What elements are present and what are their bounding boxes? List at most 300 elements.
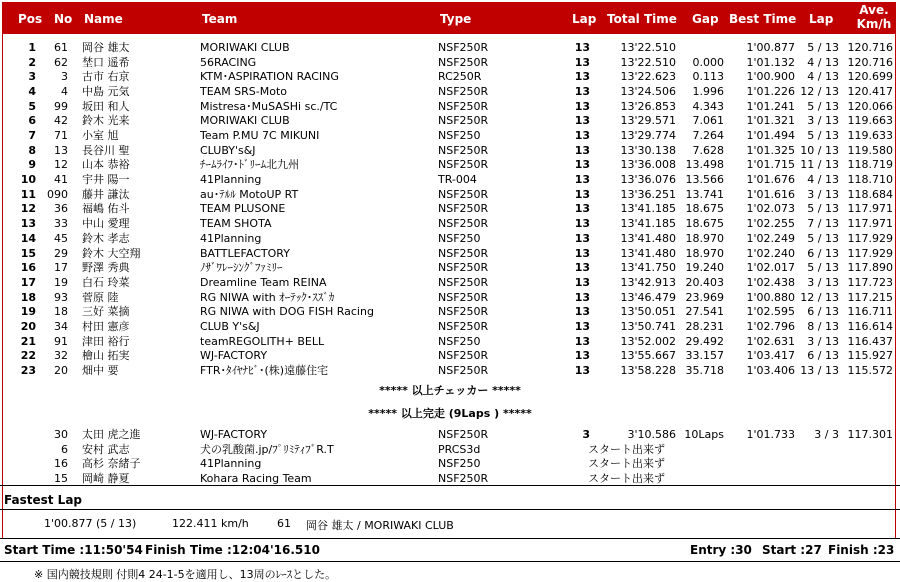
checker-banner: ***** 以上チェッカー ***** xyxy=(379,384,521,397)
cell-best: 1'00.877 xyxy=(746,41,795,54)
cell-type: NSF250R xyxy=(438,349,489,363)
cell-gap: 4.343 xyxy=(692,99,724,113)
cell-pos: 5 xyxy=(28,99,36,113)
cell-gap: 23.969 xyxy=(685,290,724,304)
finish-time: Finish Time :12:04'16.510 xyxy=(145,543,320,557)
unclassified-row xyxy=(0,456,900,471)
cell-type: NSF250 xyxy=(438,334,481,348)
cell-ave: 117.929 xyxy=(847,231,893,245)
result-row xyxy=(0,84,900,99)
cell-gap: 10Laps xyxy=(684,428,724,441)
result-row xyxy=(0,334,900,349)
cell-team: CLUBY's&J xyxy=(200,143,256,157)
cell-name: 高杉 奈緒子 xyxy=(82,457,141,471)
cell-lap: 13 xyxy=(574,290,590,304)
cell-team: 41Planning xyxy=(200,457,262,471)
cell-no: 13 xyxy=(54,143,68,157)
cell-blap: 3 / 13 xyxy=(807,275,839,289)
cell-team: RG NIWA with ｵｰﾃｯｸ･ｽｽﾞｶ xyxy=(200,290,335,304)
result-row xyxy=(0,55,900,70)
cell-blap: 5 / 13 xyxy=(807,231,839,245)
cell-no: 18 xyxy=(54,305,68,319)
fastest-lap-title: Fastest Lap xyxy=(4,493,82,507)
header-no: No xyxy=(54,12,73,26)
cell-type: NSF250R xyxy=(438,114,489,128)
cell-pos: 23 xyxy=(20,363,36,377)
cell-no: 29 xyxy=(54,246,68,260)
cell-blap: 7 / 13 xyxy=(807,217,839,231)
cell-blap: 5 / 13 xyxy=(807,202,839,216)
cell-ave: 120.417 xyxy=(847,85,893,99)
cell-no: 20 xyxy=(54,363,68,377)
cell-type: NSF250R xyxy=(438,246,489,260)
cell-best: 1'01.494 xyxy=(746,129,795,143)
cell-no: 71 xyxy=(54,129,68,143)
cell-total: 13'26.853 xyxy=(620,99,676,113)
cell-best: 1'02.595 xyxy=(746,305,795,319)
cell-blap: 3 / 13 xyxy=(807,114,839,128)
result-row xyxy=(0,69,900,84)
cell-gap: 27.541 xyxy=(685,305,724,319)
cell-name: 三好 菜摘 xyxy=(82,305,130,319)
cell-pos: 6 xyxy=(28,114,36,128)
cell-total: 13'22.510 xyxy=(620,41,676,54)
cell-total: 13'41.480 xyxy=(620,231,676,245)
cell-best: 1'02.255 xyxy=(746,217,795,231)
cell-pos: 4 xyxy=(28,85,36,99)
cell-ave: 117.215 xyxy=(847,290,893,304)
cell-pos: 3 xyxy=(28,70,36,84)
fastest-lap-speed: 122.411 km/h xyxy=(172,517,249,530)
cell-best: 1'02.631 xyxy=(746,334,795,348)
cell-type: NSF250R xyxy=(438,275,489,289)
cell-name: 太田 虎之進 xyxy=(82,428,141,441)
cell-best: 1'03.417 xyxy=(746,349,795,363)
cell-team: au･ﾃﾙﾙ MotoUP RT xyxy=(200,187,299,201)
cell-type: NSF250R xyxy=(438,99,489,113)
cell-gap: 29.492 xyxy=(685,334,724,348)
cell-name: 福嶋 佑斗 xyxy=(82,202,130,216)
cell-status: スタート出来ず xyxy=(588,442,665,456)
finish-count: Finish :23 xyxy=(828,543,895,557)
cell-total: 13'36.251 xyxy=(620,187,676,201)
cell-total: 13'29.571 xyxy=(620,114,676,128)
cell-pos: 18 xyxy=(20,290,36,304)
header-best-lap: Lap xyxy=(809,12,834,26)
cell-no: 16 xyxy=(54,457,68,471)
cell-blap: 8 / 13 xyxy=(807,319,839,333)
cell-ave: 115.572 xyxy=(847,363,893,377)
cell-name: 村田 憲彦 xyxy=(82,319,130,333)
cell-lap: 13 xyxy=(574,319,590,333)
cell-gap: 13.741 xyxy=(685,187,724,201)
cell-ave: 117.971 xyxy=(847,202,893,216)
cell-no: 91 xyxy=(54,334,68,348)
cell-lap: 13 xyxy=(574,114,590,128)
cell-best: 1'01.132 xyxy=(746,55,795,69)
cell-name: 安村 武志 xyxy=(82,442,130,456)
cell-name: 藤井 謙汰 xyxy=(82,187,130,201)
cell-name: 野澤 秀典 xyxy=(82,261,130,275)
cell-total: 13'36.076 xyxy=(620,173,676,187)
cell-total: 13'41.750 xyxy=(620,261,676,275)
cell-name: 菅原 陸 xyxy=(82,290,119,304)
cell-best: 1'01.321 xyxy=(746,114,795,128)
result-row xyxy=(0,113,900,128)
cell-type: NSF250R xyxy=(438,55,489,69)
cell-team: MORIWAKI CLUB xyxy=(200,114,290,128)
cell-team: RG NIWA with DOG FISH Racing xyxy=(200,305,374,319)
cell-best: 1'03.406 xyxy=(746,363,795,377)
cell-name: 古市 右京 xyxy=(82,70,130,84)
cell-lap: 13 xyxy=(574,41,590,54)
header-best-time: Best Time xyxy=(729,12,797,26)
cell-type: RC250R xyxy=(438,70,482,84)
header-type: Type xyxy=(440,12,472,26)
cell-total: 13'29.774 xyxy=(620,129,676,143)
cell-team: Kohara Racing Team xyxy=(200,472,312,486)
cell-gap: 18.675 xyxy=(685,202,724,216)
regulation-note: ※ 国内競技規則 付則4 24-1-5を適用し、13周のﾚｰｽとした。 xyxy=(34,568,337,581)
cell-name: 中島 元気 xyxy=(82,85,130,99)
cell-blap: 3 / 13 xyxy=(807,187,839,201)
result-row xyxy=(0,216,900,231)
cell-best: 1'02.438 xyxy=(746,275,795,289)
cell-best: 1'01.226 xyxy=(746,85,795,99)
cell-ave: 120.716 xyxy=(847,41,893,54)
cell-total: 13'30.138 xyxy=(620,143,676,157)
cell-type: NSF250R xyxy=(438,428,489,441)
cell-team: WJ-FACTORY xyxy=(200,349,268,363)
cell-total: 13'41.185 xyxy=(620,217,676,231)
cell-team: 41Planning xyxy=(200,173,262,187)
cell-best: 1'02.249 xyxy=(746,231,795,245)
header-ave xyxy=(854,3,894,31)
cell-team: ﾁｰﾑﾗｲﾌ･ﾄﾞﾘｰﾑ北九州 xyxy=(200,158,299,172)
cell-total: 13'50.051 xyxy=(620,305,676,319)
result-row xyxy=(0,363,900,378)
cell-pos: 15 xyxy=(20,246,36,260)
cell-team: Dreamline Team REINA xyxy=(200,275,327,289)
cell-type: NSF250R xyxy=(438,290,489,304)
cell-best: 1'01.241 xyxy=(746,99,795,113)
cell-lap: 13 xyxy=(574,55,590,69)
result-row xyxy=(0,187,900,202)
cell-lap: 13 xyxy=(574,158,590,172)
header-gap: Gap xyxy=(692,12,719,26)
cell-gap: 0.000 xyxy=(692,55,724,69)
cell-blap: 4 / 13 xyxy=(807,173,839,187)
cell-ave: 120.716 xyxy=(847,55,893,69)
cell-type: NSF250R xyxy=(438,202,489,216)
cell-pos: 14 xyxy=(20,231,36,245)
cell-ave: 116.711 xyxy=(847,305,893,319)
cell-lap: 13 xyxy=(574,187,590,201)
cell-lap: 13 xyxy=(574,202,590,216)
cell-no: 42 xyxy=(54,114,68,128)
cell-gap: 18.675 xyxy=(685,217,724,231)
cell-lap: 3 xyxy=(582,428,590,441)
cell-team: TEAM SRS-Moto xyxy=(200,85,288,99)
entry-count: Entry :30 xyxy=(690,543,752,557)
cell-name: 岡崎 静夏 xyxy=(82,472,130,486)
cell-no: 33 xyxy=(54,217,68,231)
cell-name: 中山 愛理 xyxy=(82,217,130,231)
cell-ave: 117.301 xyxy=(847,428,893,441)
cell-type: NSF250R xyxy=(438,158,489,172)
cell-ave: 118.710 xyxy=(847,173,893,187)
cell-name: 津田 裕行 xyxy=(82,334,130,348)
cell-blap: 6 / 13 xyxy=(807,305,839,319)
cell-lap: 13 xyxy=(574,275,590,289)
cell-no: 17 xyxy=(54,261,68,275)
cell-best: 1'02.017 xyxy=(746,261,795,275)
cell-status: スタート出来ず xyxy=(588,457,665,471)
cell-gap: 0.113 xyxy=(692,70,724,84)
cell-type: NSF250 xyxy=(438,231,481,245)
cell-lap: 13 xyxy=(574,231,590,245)
cell-name: 坂田 和人 xyxy=(82,99,130,113)
cell-total: 13'24.506 xyxy=(620,85,676,99)
cell-ave: 119.580 xyxy=(847,143,893,157)
cell-best: 1'00.880 xyxy=(746,290,795,304)
cell-team: TEAM SHOTA xyxy=(200,217,272,231)
cell-no: 12 xyxy=(54,158,68,172)
cell-blap: 4 / 13 xyxy=(807,55,839,69)
cell-name: 埜口 遥希 xyxy=(82,55,130,69)
cell-name: 畑中 要 xyxy=(82,363,119,377)
cell-team: FTR･ﾀｲﾔﾅﾋﾞ･(株)遠藤住宅 xyxy=(200,363,329,377)
cell-gap: 33.157 xyxy=(685,349,724,363)
result-row xyxy=(0,304,900,319)
result-row xyxy=(0,99,900,114)
cell-team: 41Planning xyxy=(200,231,262,245)
cell-ave: 120.699 xyxy=(847,70,893,84)
cell-no: 45 xyxy=(54,231,68,245)
divider xyxy=(0,538,900,539)
cell-lap: 13 xyxy=(574,129,590,143)
cell-best: 1'01.733 xyxy=(746,428,795,441)
cell-blap: 4 / 13 xyxy=(807,70,839,84)
cell-pos: 11 xyxy=(20,187,36,201)
cell-lap: 13 xyxy=(574,173,590,187)
cell-best: 1'01.715 xyxy=(746,158,795,172)
result-row xyxy=(0,172,900,187)
cell-no: 090 xyxy=(47,187,68,201)
cell-lap: 13 xyxy=(574,363,590,377)
cell-blap: 5 / 13 xyxy=(807,99,839,113)
cell-blap: 5 / 13 xyxy=(807,41,839,54)
result-row xyxy=(0,319,900,334)
cell-no: 36 xyxy=(54,202,68,216)
result-row xyxy=(0,275,900,290)
cell-type: NSF250R xyxy=(438,319,489,333)
cell-ave: 115.927 xyxy=(847,349,893,363)
header-ave-label: Ave. xyxy=(859,3,889,17)
cell-team: Mistresa･MuSASHi sc./TC xyxy=(200,99,338,113)
cell-total: 3'10.586 xyxy=(627,428,676,441)
result-row xyxy=(0,157,900,172)
cell-gap: 35.718 xyxy=(685,363,724,377)
cell-pos: 8 xyxy=(28,143,36,157)
cell-gap: 7.264 xyxy=(692,129,724,143)
cell-gap: 18.970 xyxy=(685,231,724,245)
divider xyxy=(0,561,900,562)
cell-pos: 17 xyxy=(20,275,36,289)
cell-total: 13'55.667 xyxy=(620,349,676,363)
result-row xyxy=(0,260,900,275)
cell-no: 19 xyxy=(54,275,68,289)
result-row xyxy=(0,290,900,305)
cell-pos: 12 xyxy=(20,202,36,216)
cell-lap: 13 xyxy=(574,305,590,319)
cell-total: 13'22.510 xyxy=(620,55,676,69)
cell-total: 13'50.741 xyxy=(620,319,676,333)
cell-total: 13'41.480 xyxy=(620,246,676,260)
cell-team: ﾉｻﾞﾜﾚｰｼﾝｸﾞﾌｧﾐﾘｰ xyxy=(200,261,283,275)
cell-total: 13'46.479 xyxy=(620,290,676,304)
cell-blap: 12 / 13 xyxy=(800,85,839,99)
result-row xyxy=(0,348,900,363)
cell-gap: 13.498 xyxy=(685,158,724,172)
cell-name: 岡谷 雄太 xyxy=(82,41,130,54)
cell-total: 13'52.002 xyxy=(620,334,676,348)
cell-lap: 13 xyxy=(574,261,590,275)
cell-no: 32 xyxy=(54,349,68,363)
cell-no: 30 xyxy=(54,428,68,441)
start-time: Start Time :11:50'54 xyxy=(4,543,143,557)
cell-pos: 22 xyxy=(20,349,36,363)
cell-no: 93 xyxy=(54,290,68,304)
cell-type: NSF250R xyxy=(438,217,489,231)
finish-banner: ***** 以上完走 (9Laps ) ***** xyxy=(368,407,532,420)
cell-ave: 117.929 xyxy=(847,246,893,260)
cell-total: 13'22.623 xyxy=(620,70,676,84)
cell-name: 鈴木 孝志 xyxy=(82,231,130,245)
cell-lap: 13 xyxy=(574,70,590,84)
cell-gap: 7.061 xyxy=(692,114,724,128)
cell-type: PRCS3d xyxy=(438,442,481,456)
cell-pos: 7 xyxy=(28,129,36,143)
cell-no: 4 xyxy=(61,85,68,99)
cell-type: NSF250R xyxy=(438,143,489,157)
cell-no: 34 xyxy=(54,319,68,333)
fastest-lap-no: 61 xyxy=(277,517,291,530)
fastest-lap-rider: 岡谷 雄太 / MORIWAKI CLUB xyxy=(306,519,454,532)
cell-gap: 19.240 xyxy=(685,261,724,275)
cell-name: 鈴木 大空翔 xyxy=(82,246,141,260)
cell-type: NSF250R xyxy=(438,85,489,99)
cell-pos: 9 xyxy=(28,158,36,172)
header-pos: Pos xyxy=(18,12,43,26)
cell-gap: 1.996 xyxy=(692,85,724,99)
cell-type: NSF250 xyxy=(438,457,481,471)
cell-best: 1'01.616 xyxy=(746,187,795,201)
cell-team: teamREGOLITH+ BELL xyxy=(200,334,325,348)
cell-name: 小室 旭 xyxy=(82,129,119,143)
cell-name: 鈴木 光来 xyxy=(82,114,130,128)
cell-no: 3 xyxy=(61,70,68,84)
cell-pos: 19 xyxy=(20,305,36,319)
cell-team: TEAM PLUSONE xyxy=(200,202,286,216)
result-row xyxy=(0,231,900,246)
cell-name: 宇井 陽一 xyxy=(82,173,130,187)
cell-best: 1'00.900 xyxy=(746,70,795,84)
result-row xyxy=(0,246,900,261)
cell-ave: 119.663 xyxy=(847,114,893,128)
cell-type: NSF250 xyxy=(438,129,481,143)
cell-no: 41 xyxy=(54,173,68,187)
cell-ave: 118.684 xyxy=(847,187,893,201)
cell-type: NSF250R xyxy=(438,305,489,319)
cell-type: NSF250R xyxy=(438,472,489,486)
cell-no: 15 xyxy=(54,472,68,486)
cell-best: 1'02.796 xyxy=(746,319,795,333)
table-header xyxy=(2,2,896,34)
start-count: Start :27 xyxy=(762,543,822,557)
header-team: Team xyxy=(202,12,238,26)
cell-name: 白石 玲菜 xyxy=(82,275,130,289)
cell-type: TR-004 xyxy=(438,173,477,187)
cell-no: 6 xyxy=(61,442,68,456)
cell-type: NSF250R xyxy=(438,261,489,275)
cell-pos: 1 xyxy=(28,41,36,54)
cell-name: 檜山 拓実 xyxy=(82,349,130,363)
cell-lap: 13 xyxy=(574,349,590,363)
unclassified-row xyxy=(0,427,900,442)
cell-name: 山本 恭裕 xyxy=(82,158,130,172)
cell-blap: 3 / 13 xyxy=(807,334,839,348)
cell-pos: 21 xyxy=(20,334,36,348)
result-row xyxy=(0,128,900,143)
fastest-lap-time: 1'00.877 (5 / 13) xyxy=(44,517,137,530)
cell-lap: 13 xyxy=(574,99,590,113)
cell-no: 62 xyxy=(54,55,68,69)
cell-no: 99 xyxy=(54,99,68,113)
unclassified-row xyxy=(0,442,900,457)
header-name: Name xyxy=(84,12,123,26)
cell-status: スタート出来ず xyxy=(588,472,665,486)
cell-total: 13'36.008 xyxy=(620,158,676,172)
cell-pos: 10 xyxy=(20,173,36,187)
header-ave-unit: Km/h xyxy=(856,17,892,31)
cell-lap: 13 xyxy=(574,217,590,231)
cell-team: 犬の乳酸菌.jp/ﾌﾟﾘﾐﾃｨﾌﾞR.T xyxy=(200,442,334,456)
cell-name: 長谷川 聖 xyxy=(82,143,130,157)
cell-ave: 116.437 xyxy=(847,334,893,348)
cell-team: KTM･ASPIRATION RACING xyxy=(200,70,339,84)
cell-pos: 16 xyxy=(20,261,36,275)
cell-blap: 11 / 13 xyxy=(800,158,839,172)
cell-ave: 119.633 xyxy=(847,129,893,143)
header-total-time: Total Time xyxy=(607,12,677,26)
divider xyxy=(0,509,900,510)
cell-best: 1'02.073 xyxy=(746,202,795,216)
cell-blap: 6 / 13 xyxy=(807,246,839,260)
result-row xyxy=(0,201,900,216)
result-row xyxy=(0,40,900,55)
cell-ave: 117.723 xyxy=(847,275,893,289)
cell-type: NSF250R xyxy=(438,41,489,54)
cell-total: 13'42.913 xyxy=(620,275,676,289)
cell-gap: 28.231 xyxy=(685,319,724,333)
cell-ave: 117.890 xyxy=(847,261,893,275)
cell-blap: 5 / 13 xyxy=(807,129,839,143)
unclassified-row xyxy=(0,471,900,486)
cell-pos: 13 xyxy=(20,217,36,231)
cell-best: 1'01.676 xyxy=(746,173,795,187)
cell-lap: 13 xyxy=(574,246,590,260)
